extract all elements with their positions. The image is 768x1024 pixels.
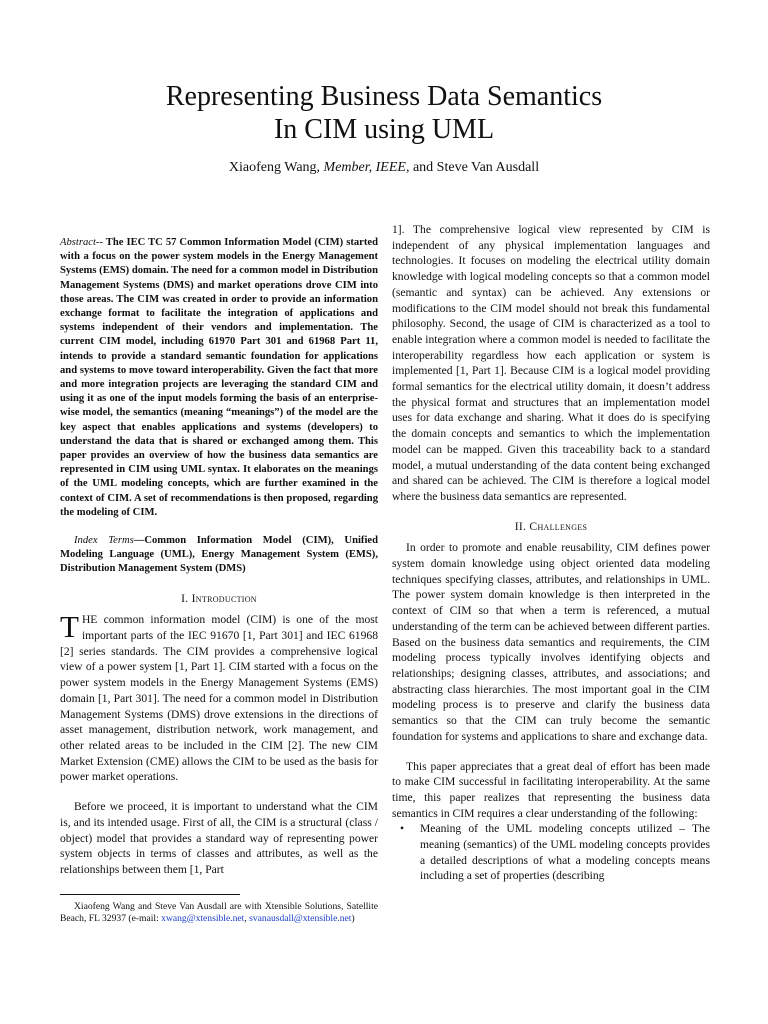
author-footnote: [60, 901, 378, 927]
list-item: • Meaning of the UML modeling concepts utilized – The meaning (semantics) of the UML modeling concepts provides a detailed descriptions of what a modeling concepts means including a set of properties (describing: [420, 821, 710, 884]
author-line: [0, 160, 768, 176]
right-column: [392, 222, 710, 884]
footnote-divider: [60, 894, 240, 895]
abstract-lead: Abstract--: [60, 237, 103, 248]
authors-role: Member, IEEE: [323, 160, 406, 175]
section-heading-introduction: I. Introduction: [181, 591, 257, 605]
challenges-paragraph-1: In order to promote and enable reusability, CIM defines power system domain knowledge using object oriented data modeling techniques specifying classes, attributes, and relationships in UML. The power system domain knowledge is then interpreted in the context of CIM so that when a term is referenced, a mutual understanding of the term can be achieved between different parties. Based on the business data semantics and requirements, the CIM modeling process typically involves identifying objects and relationships; designing classes, attributes, and associations; and abstracting class hierarchies. The most important goal in the CIM modeling process is to preserve and clarify the business data semantics so that the CIM can truly become the semantic foundation for systems and applications to share and exchange data.: [392, 541, 710, 743]
title-line-1: Representing Business Data Semantics: [165, 81, 603, 112]
footnote-sep: ,: [244, 913, 250, 925]
intro-paragraph-1: [60, 609, 378, 785]
abstract: [60, 236, 378, 520]
index-terms: [60, 534, 378, 577]
challenges-paragraph-2: This paper appreciates that a great deal of effort has been made to make CIM successful in facilitating interoperability. At the same time, this paper realizes that representing the business data semantics in CIM requires a clear understanding of the following:: [392, 759, 710, 820]
requirements-list: [392, 821, 710, 884]
intro-p1-text: HE common information model (CIM) is one of the most important parts of the IEC 91670 [1, Part 301] and IEC 61968 [2] series standards. The CIM provides a comprehensive logical view of a power system [1, Part 1]. CIM started with a focus on the power system models in the Energy Management Systems (EMS) domain [1, Part 301]. The need for a common model in Distribution Management Systems (DMS) drove extensions in the directions of asset management, distribution network, work management, and other related areas to be included in the CIM [2]. The new CIM Market Extension (CME) allows the CIM to be used as the basis for power market operations.: [60, 613, 378, 784]
email-link-1[interactable]: xwang@xtensible.net: [161, 913, 245, 925]
index-terms-text: —Common Information Model (CIM), Unified Modeling Language (UML), Energy Management System (EMS), Distribution Management System (DMS): [60, 535, 378, 575]
left-column: [60, 236, 378, 926]
abstract-text: The IEC TC 57 Common Information Model (CIM) started with a focus on the power system models in the Energy Management Systems (EMS) domain. The need for a common model in Distribution Management Systems (DMS) and market operations drove CIM into those areas. The CIM was created in order to provide an information exchange format to facilitate the integration of applications and systems independent of their vendors and implementation. The current CIM model, including 61970 Part 301 and 61968 Part 11, intends to provide a standard semantic foundation for applications and systems to move toward interoperability. Given the fact that more and more integration projects are leveraging the standard CIM and using it as one of the input models forming the basis of an enterprise-wise model, the semantics (meaning “meanings”) of the model are the key aspect that enables applications and systems (developers) to understand the data that is shared or exchanged among them. This paper provides an overview of how the business data semantics are represented in CIM using UML syntax. It elaborates on the meanings of the UML modeling concepts, which are further examined in the context of CIM. A set of recommendations is then proposed, regarding the modeling of CIM.: [60, 237, 378, 518]
email-link-2[interactable]: svanausdall@xtensible.net: [249, 913, 352, 925]
footnote-end: ): [351, 913, 355, 925]
title-line-2: In CIM using UML: [273, 114, 495, 145]
authors-part-2: , and Steve Van Ausdall: [405, 160, 540, 175]
paper-title: [0, 80, 768, 146]
drop-cap: T: [60, 609, 79, 645]
index-terms-lead: Index Terms: [74, 535, 134, 547]
right-paragraph-1: 1]. The comprehensive logical view represented by CIM is independent of any physical implementation languages and technologies. It focuses on modeling the electrical utility domain knowledge with logical modeling concepts so that a common model (semantic and syntax) can be achieved. Any extensions or modifications to the CIM model should not break this fundamental philosophy. Second, the usage of CIM is characterized as a tool to enable integration where a common model is needed to facilitate the interoperability regardless how each application or system is implemented [1, Part 1]. Because CIM is a logical model providing formal semantics for the electrical utility domain, it doesn’t address the physical format and structures that an implementation model uses for data exchange and sharing. What it does do is specifying the domain concepts and semantics to which the implementation model can be mapped. Given this traceability back to a standard model, a mutual understanding of the data content being exchanged and shared can be achieved. The CIM is therefore a logical model where the business data semantics are represented.: [392, 223, 710, 503]
intro-paragraph-2: Before we proceed, it is important to understand what the CIM is, and its intended usage. First of all, the CIM is a structural (class / object) model that provides a standard way of representing power system objects in terms of classes and attributes, as well as the relationships between them [1, Part: [60, 800, 378, 876]
footnote-text: Xiaofeng Wang and Steve Van Ausdall are with Xtensible Solutions, Satellite Beach, FL 32937 (e-mail:: [60, 900, 378, 925]
section-heading-challenges: II. Challenges: [514, 519, 588, 533]
authors-part-1: Xiaofeng Wang,: [228, 160, 324, 175]
